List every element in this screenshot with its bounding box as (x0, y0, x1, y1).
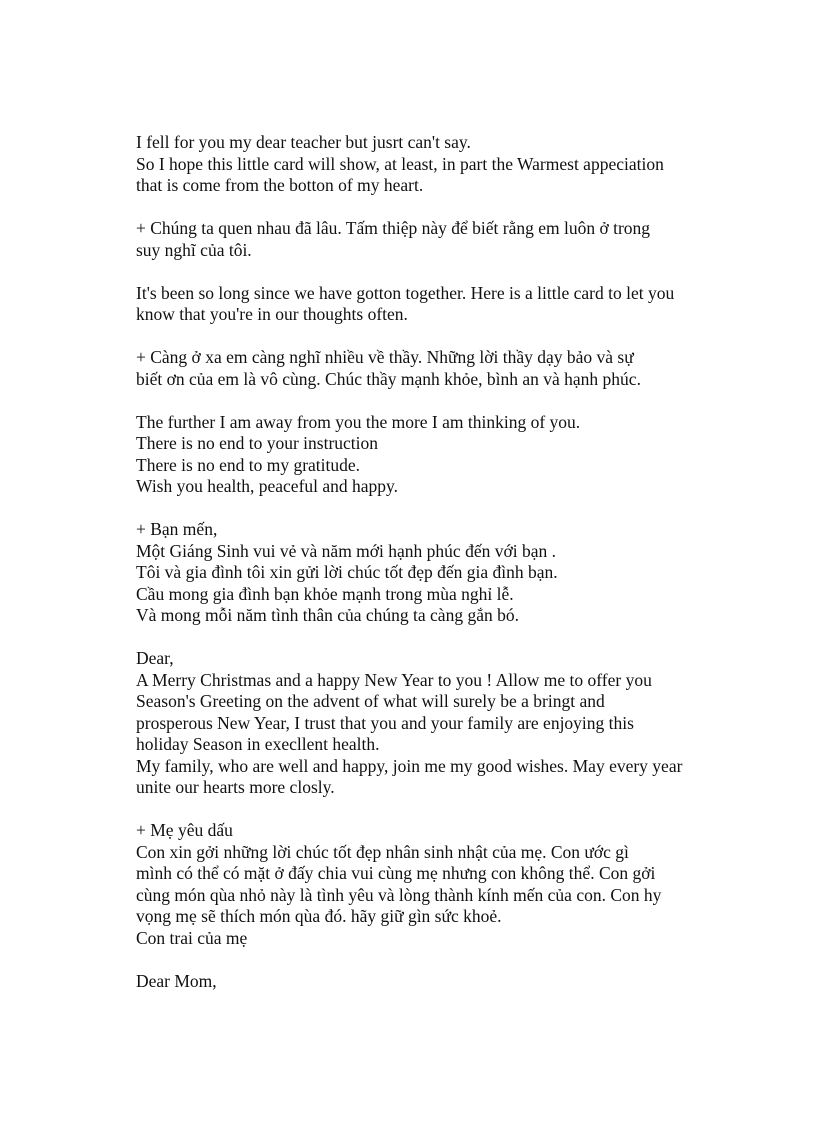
paragraph-friend-en (136, 283, 776, 326)
text-line: that is come from the botton of my heart. (136, 175, 424, 195)
text-line: There is no end to my gratitude. (136, 454, 361, 475)
text-line: + Mẹ yêu dấu (136, 820, 233, 840)
text-line: suy nghĩ của tôi. (136, 239, 252, 260)
text-line: holiday Season in execllent health. (136, 734, 380, 754)
text-line: Dear Mom, (136, 970, 217, 991)
text-line: I fell for you my dear teacher but jusrt can't say. (136, 132, 471, 152)
text-line: The further I am away from you the more I am thinking of you. (136, 411, 581, 432)
text-line: My family, who are well and happy, join me my good wishes. May every year (136, 755, 683, 776)
text-line: Cầu mong gia đình bạn khỏe mạnh trong mùa nghỉ lễ. (136, 583, 514, 604)
text-line: Một Giáng Sinh vui vẻ và năm mới hạnh phúc đến với bạn . (136, 540, 556, 561)
paragraph-teacher-vi (136, 347, 776, 390)
paragraph-mother-en (136, 971, 776, 993)
text-line: + Bạn mến, (136, 519, 218, 539)
text-line: cùng món qùa nhỏ này là tình yêu và lòng thành kính mến của con. Con hy (136, 884, 662, 905)
text-line: There is no end to your instruction (136, 433, 379, 453)
paragraph-teacher-en (136, 132, 776, 197)
text-line: prosperous New Year, I trust that you and your family are enjoying this (136, 712, 634, 733)
paragraph-mother-vi (136, 820, 776, 949)
text-line: biết ơn của em là vô cùng. Chúc thầy mạnh khỏe, bình an và hạnh phúc. (136, 368, 641, 389)
text-line: mình có thể có mặt ở đấy chia vui cùng mẹ nhưng con không thể. Con gởi (136, 863, 656, 883)
paragraph-teacher-en-2 (136, 412, 776, 498)
paragraph-christmas-vi (136, 519, 776, 627)
text-line: know that you're in our thoughts often. (136, 304, 408, 324)
document-body (136, 132, 776, 1014)
text-line: Dear, (136, 648, 174, 668)
text-line: Và mong mỗi năm tình thân của chúng ta càng gắn bó. (136, 605, 519, 625)
text-line: Wish you health, peaceful and happy. (136, 476, 399, 496)
text-line: + Chúng ta quen nhau đã lâu. Tấm thiệp này để biết rằng em luôn ở trong (136, 218, 651, 238)
paragraph-christmas-en (136, 648, 776, 799)
text-line: Con trai của mẹ (136, 927, 248, 948)
paragraph-friend-vi (136, 218, 776, 261)
text-line: It's been so long since we have gotton together. Here is a little card to let you (136, 282, 675, 303)
text-line: unite our hearts more closly. (136, 777, 335, 797)
text-line: So I hope this little card will show, at least, in part the Warmest appeciation (136, 153, 664, 174)
text-line: Season's Greeting on the advent of what will surely be a bringt and (136, 691, 605, 711)
text-line: + Càng ở xa em càng nghĩ nhiều về thầy. Những lời thầy dạy bảo và sự (136, 347, 634, 367)
text-line: Tôi và gia đình tôi xin gửi lời chúc tốt đẹp đến gia đình bạn. (136, 562, 558, 582)
text-line: A Merry Christmas and a happy New Year to you ! Allow me to offer you (136, 669, 652, 690)
text-line: vọng mẹ sẽ thích món qùa đó. hãy giữ gìn sức khoẻ. (136, 906, 502, 926)
text-line: Con xin gởi những lời chúc tốt đẹp nhân sinh nhật của mẹ. Con ước gì (136, 841, 629, 862)
